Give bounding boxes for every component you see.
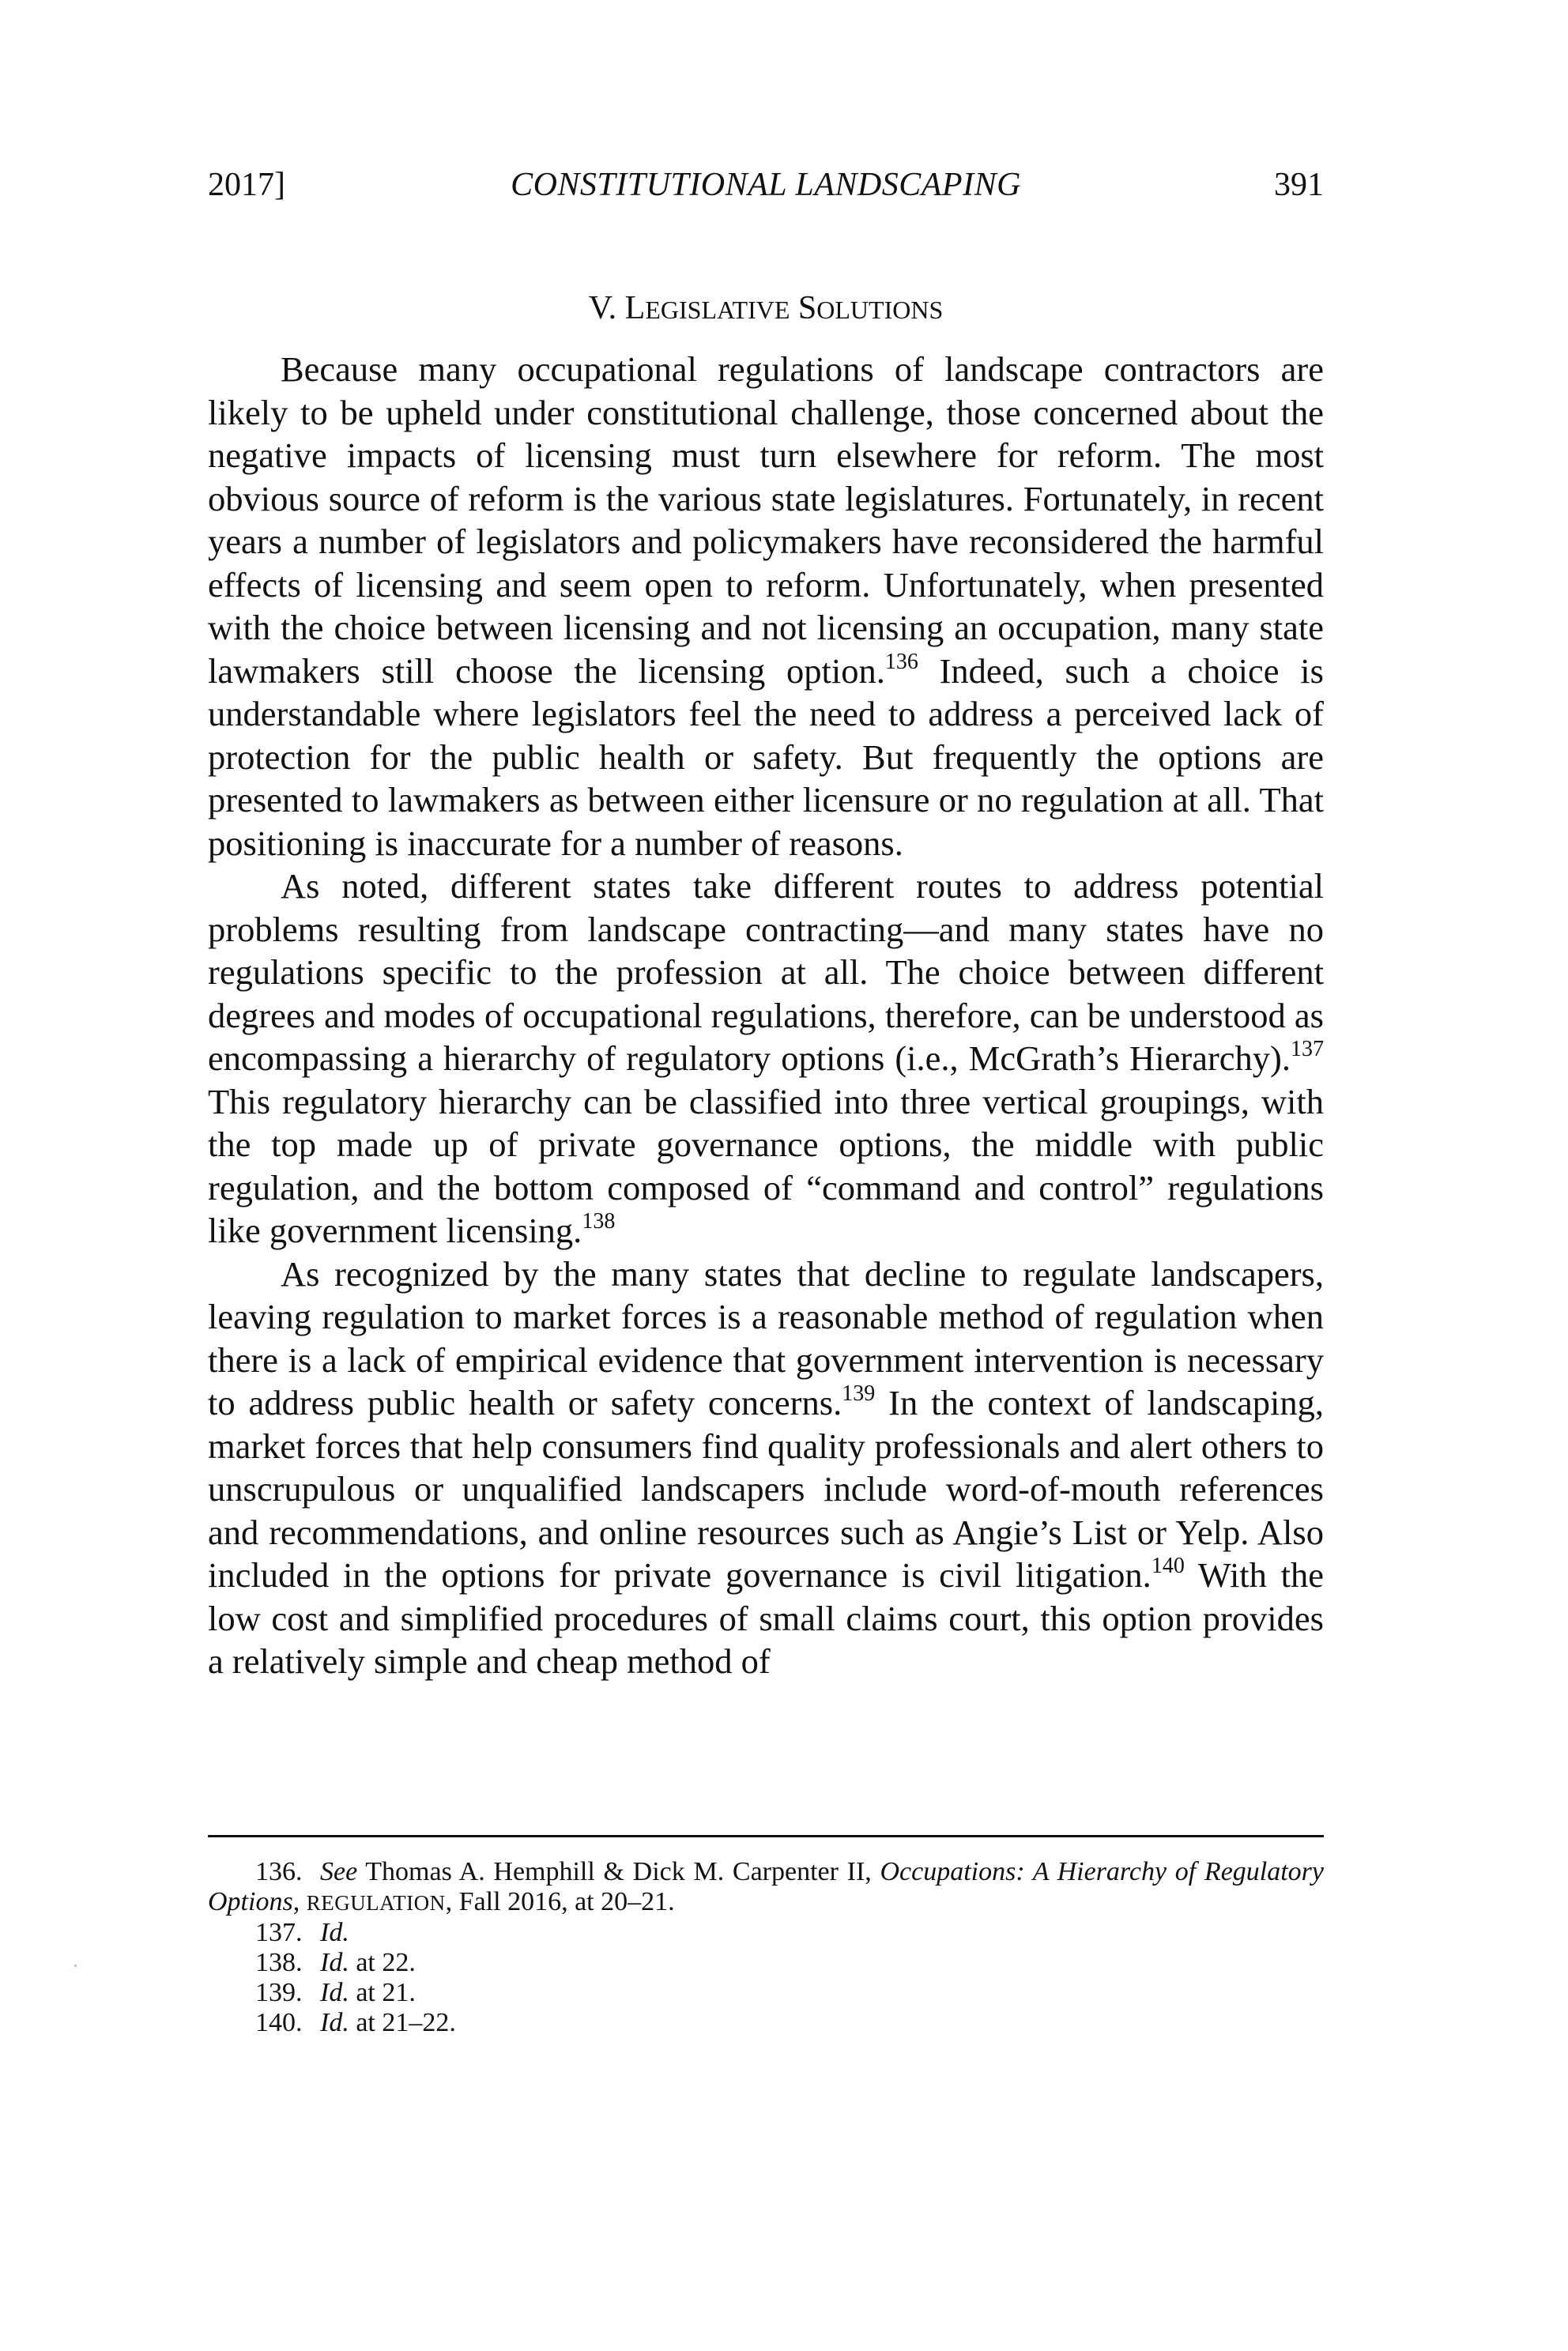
footnote-id: Id. — [320, 2008, 349, 2037]
footnote-pin-cite: at 21. — [349, 1978, 416, 2007]
section-heading — [208, 284, 1324, 333]
header-running-title: CONSTITUTIONAL LANDSCAPING — [511, 167, 1021, 203]
footnote-ref-137[interactable]: 137 — [1291, 1037, 1324, 1061]
footnote-ref-139[interactable]: 139 — [842, 1381, 876, 1406]
section-numeral: V. — [588, 290, 617, 326]
footnote-pin-cite: at 22. — [349, 1948, 416, 1977]
footnote-139 — [208, 1978, 1324, 2008]
footnote-authors: Thomas A. Hemphill & Dick M. Carpenter II, — [357, 1857, 880, 1886]
footnote-ref-138[interactable]: 138 — [582, 1209, 616, 1234]
section-title-cap-2: S — [797, 290, 817, 326]
footnote-divider — [208, 1835, 1324, 1837]
section-title-cap-1: L — [624, 290, 646, 326]
footnote-citation-rest: , Fall 2016, at 20–21. — [445, 1887, 675, 1916]
footnote-ref-140[interactable]: 140 — [1151, 1554, 1185, 1578]
footnote-ref-136[interactable]: 136 — [884, 649, 918, 674]
running-header — [208, 161, 1324, 209]
footnote-article-title: Occupations: A Hierarchy of Regulatory Options — [208, 1857, 1325, 1916]
footnote-number: 140. — [255, 2008, 303, 2037]
footnote-journal: REGULATION — [306, 1891, 446, 1915]
footnote-137 — [208, 1918, 1324, 1948]
paragraph-2-text-a: As noted, different states take different routes to address potential problems resulting from landscape contracting—and many states have no regulations specific to the profession at all. The choice between different degrees and modes of occupational regulations, therefore, can be understood as encompassing a hierarchy of regulatory options (i.e., McGrath’s Hierarchy). — [208, 866, 1324, 1078]
paragraph-3 — [208, 1253, 1324, 1683]
footnote-id: Id. — [320, 1978, 349, 2007]
footnote-separator: , — [292, 1887, 307, 1916]
footnote-number: 139. — [255, 1978, 303, 2007]
section-title-word-2: OLUTIONS — [816, 296, 944, 324]
paragraph-1-text-b: Indeed, such a choice is understandable where legislators feel the need to address a perceived lack of protection for the public health or safety. But frequently the options are presented to lawmakers as between either licensure or no regulation at all. That positioning is inaccurate for a number of reasons. — [208, 650, 1324, 863]
paragraph-3-text-a: As recognized by the many states that decline to regulate landscapers, leaving regulation to market forces is a reasonable method of regulation when there is a lack of empirical evidence that government intervention is necessary to address public health or safety concerns. — [208, 1253, 1324, 1422]
footnote-signal: See — [320, 1857, 358, 1886]
paragraph-3-text-b: In the context of landscaping, market forces that help consumers find quality professionals and alert others to unscrupulous or unqualified landscapers include word-of-mouth references and recommendations, and online resources such as Angie’s List or Yelp. Also included in the options for private governance is civil litigation. — [208, 1383, 1325, 1595]
page-number: 391 — [1274, 167, 1324, 203]
footnote-number: 138. — [255, 1948, 303, 1977]
paragraph-1 — [208, 348, 1324, 865]
paragraph-2 — [208, 865, 1324, 1253]
paragraph-3-text-c: With the low cost and simplified procedures of small claims court, this option provides a relatively simple and cheap method of — [208, 1555, 1325, 1681]
footnote-number: 137. — [255, 1918, 303, 1947]
footnote-pin-cite: at 21–22. — [349, 2008, 456, 2037]
paragraph-1-text-a: Because many occupational regulations of landscape contractors are likely to be upheld under constitutional challenge, those concerned about the negative impacts of licensing must turn elsewhere for reform. The most obvious source of reform is the various state legislatures. Fortunately, in recent years a number of legislators and policymakers have reconsidered the harmful effects of licensing and seem open to reform. Unfortunately, when presented with the choice between licensing and not licensing an occupation, many state lawmakers still choose the licensing option. — [208, 349, 1324, 691]
section-title-word-1: EGISLATIVE — [645, 296, 790, 324]
scan-artifact — [74, 1965, 77, 1967]
footnote-id: Id. — [320, 1948, 349, 1977]
footnote-id: Id. — [320, 1918, 349, 1947]
footnote-number: 136. — [255, 1857, 303, 1886]
paragraph-2-text-b: This regulatory hierarchy can be classified into three vertical groupings, with the top made up of private governance options, the middle with public regulation, and the bottom composed of “command and control” regulations like government licensing. — [208, 1081, 1324, 1250]
body-text — [208, 348, 1324, 1683]
footnotes — [208, 1857, 1324, 2038]
header-year: 2017] — [208, 167, 285, 203]
footnote-136 — [208, 1857, 1324, 1918]
footnote-138 — [208, 1948, 1324, 1978]
footnote-140 — [208, 2008, 1324, 2038]
